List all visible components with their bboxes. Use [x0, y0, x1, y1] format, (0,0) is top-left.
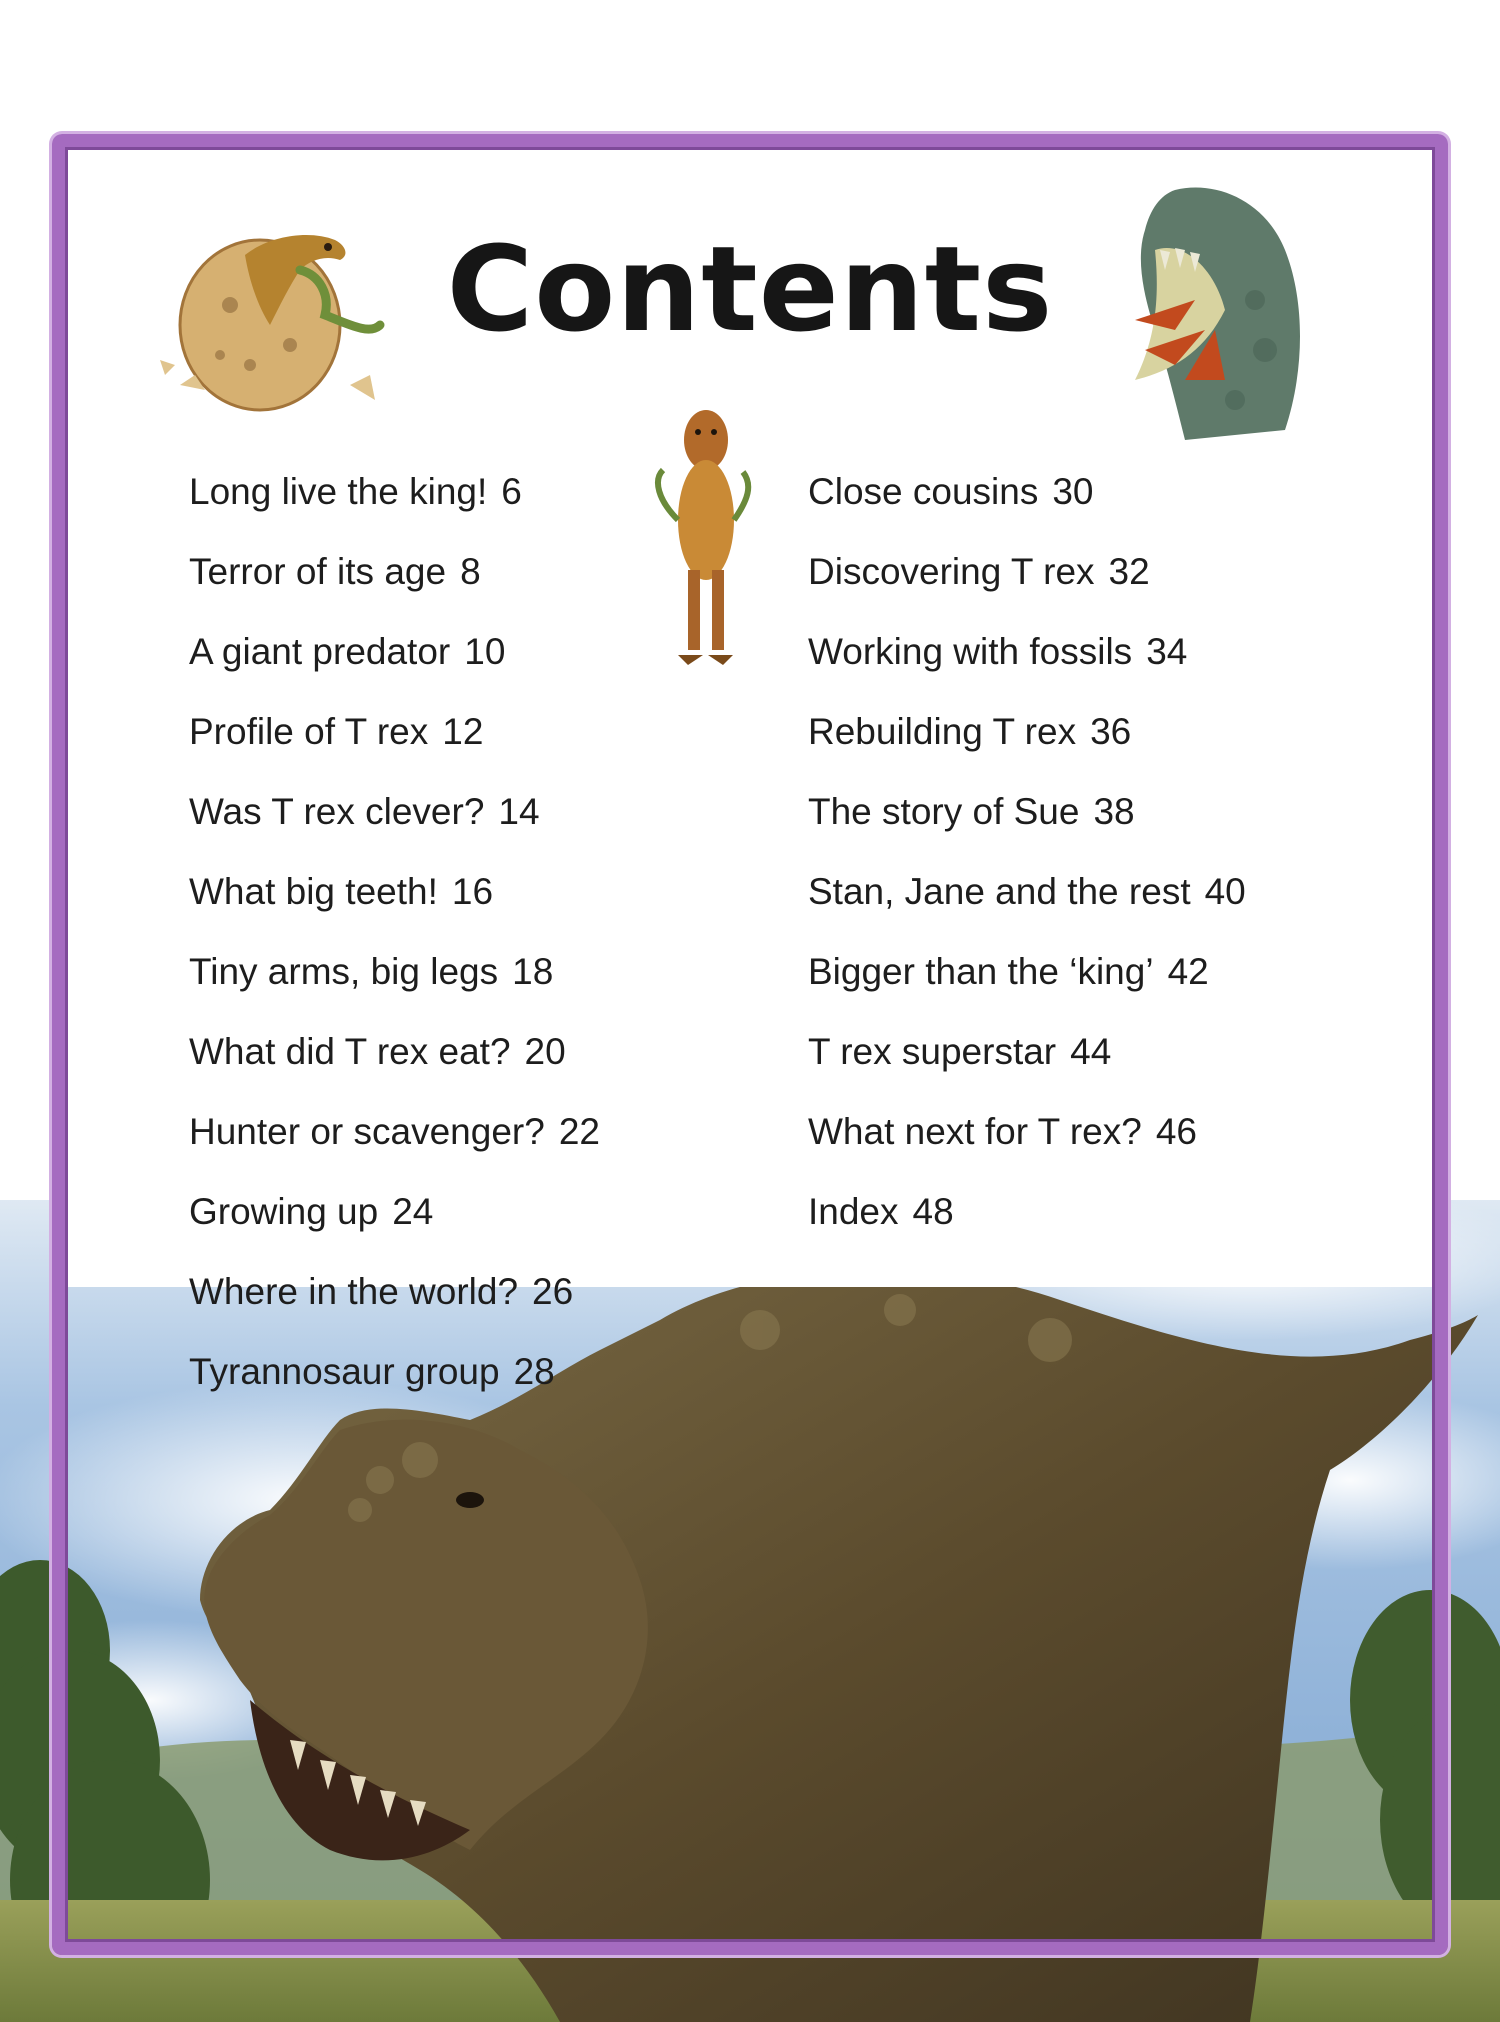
toc-entry[interactable] [808, 702, 1246, 782]
toc-entry-title: What next for T rex? [808, 1111, 1142, 1152]
toc-entry-page: 8 [460, 551, 481, 592]
toc-entry[interactable] [189, 1102, 600, 1182]
toc-entry[interactable] [189, 622, 600, 702]
toc-entry[interactable] [189, 782, 600, 862]
toc-entry-page: 30 [1052, 471, 1094, 512]
toc-entry-title: The story of Sue [808, 791, 1080, 832]
toc-entry[interactable] [189, 1342, 600, 1422]
toc-entry-page: 6 [501, 471, 522, 512]
toc-entry-title: Profile of T rex [189, 711, 429, 752]
toc-entry-title: Tiny arms, big legs [189, 951, 499, 992]
toc-entry[interactable] [808, 1102, 1246, 1182]
toc-entry[interactable] [808, 1182, 1246, 1262]
toc-entry[interactable] [189, 1262, 600, 1342]
toc-entry-title: A giant predator [189, 631, 451, 672]
toc-entry-page: 26 [532, 1271, 574, 1312]
toc-entry-page: 40 [1204, 871, 1246, 912]
toc-entry-title: Stan, Jane and the rest [808, 871, 1191, 912]
toc-right-column [808, 462, 1246, 1262]
toc-entry-title: Where in the world? [189, 1271, 519, 1312]
toc-entry-title: Terror of its age [189, 551, 447, 592]
toc-entry-title: Growing up [189, 1191, 379, 1232]
toc-entry-page: 14 [498, 791, 540, 832]
toc-entry[interactable] [189, 542, 600, 622]
toc-entry[interactable] [808, 782, 1246, 862]
toc-entry[interactable] [808, 862, 1246, 942]
toc-entry-page: 48 [912, 1191, 954, 1232]
toc-entry[interactable] [189, 942, 600, 1022]
toc-entry[interactable] [189, 1022, 600, 1102]
small-dinosaur-icon [648, 400, 758, 670]
toc-entry-page: 32 [1108, 551, 1150, 592]
page-title: Contents [446, 220, 1054, 358]
toc-entry-title: What did T rex eat? [189, 1031, 511, 1072]
toc-entry-page: 22 [558, 1111, 600, 1152]
toc-entry-page: 24 [392, 1191, 434, 1232]
toc-entry-page: 34 [1146, 631, 1188, 672]
toc-entry-page: 38 [1093, 791, 1135, 832]
toc-entry-title: Was T rex clever? [189, 791, 485, 832]
toc-entry[interactable] [808, 542, 1246, 622]
toc-entry-page: 20 [524, 1031, 566, 1072]
toc-entry-title: Working with fossils [808, 631, 1133, 672]
toc-entry-title: Long live the king! [189, 471, 488, 512]
toc-entry[interactable] [189, 462, 600, 542]
toc-entry[interactable] [808, 942, 1246, 1022]
toc-entry-page: 28 [513, 1351, 555, 1392]
toc-entry-title: T rex superstar [808, 1031, 1057, 1072]
toc-entry-page: 46 [1155, 1111, 1197, 1152]
toc-entry-page: 36 [1090, 711, 1132, 752]
toc-entry-page: 44 [1070, 1031, 1112, 1072]
toc-entry[interactable] [189, 702, 600, 782]
toc-entry-page: 10 [464, 631, 506, 672]
toc-entry-page: 18 [512, 951, 554, 992]
toc-entry-title: Hunter or scavenger? [189, 1111, 545, 1152]
toc-entry-page: 12 [442, 711, 484, 752]
toc-entry-title: Index [808, 1191, 899, 1232]
toc-entry-title: Discovering T rex [808, 551, 1095, 592]
toc-entry[interactable] [808, 622, 1246, 702]
toc-entry-page: 16 [451, 871, 494, 912]
toc-entry-title: Tyrannosaur group [189, 1351, 500, 1392]
toc-entry[interactable] [189, 1182, 600, 1262]
toc-entry[interactable] [189, 862, 600, 942]
toc-entry-page: 42 [1167, 951, 1209, 992]
toc-entry-title: Bigger than the ‘king’ [808, 951, 1154, 992]
toc-entry-title: Close cousins [808, 471, 1039, 512]
toc-left-column [189, 462, 600, 1422]
toc-entry-title: Rebuilding T rex [808, 711, 1077, 752]
toc-entry[interactable] [808, 462, 1246, 542]
toc-entry-title: What big teeth! [189, 871, 438, 912]
toc-entry[interactable] [808, 1022, 1246, 1102]
